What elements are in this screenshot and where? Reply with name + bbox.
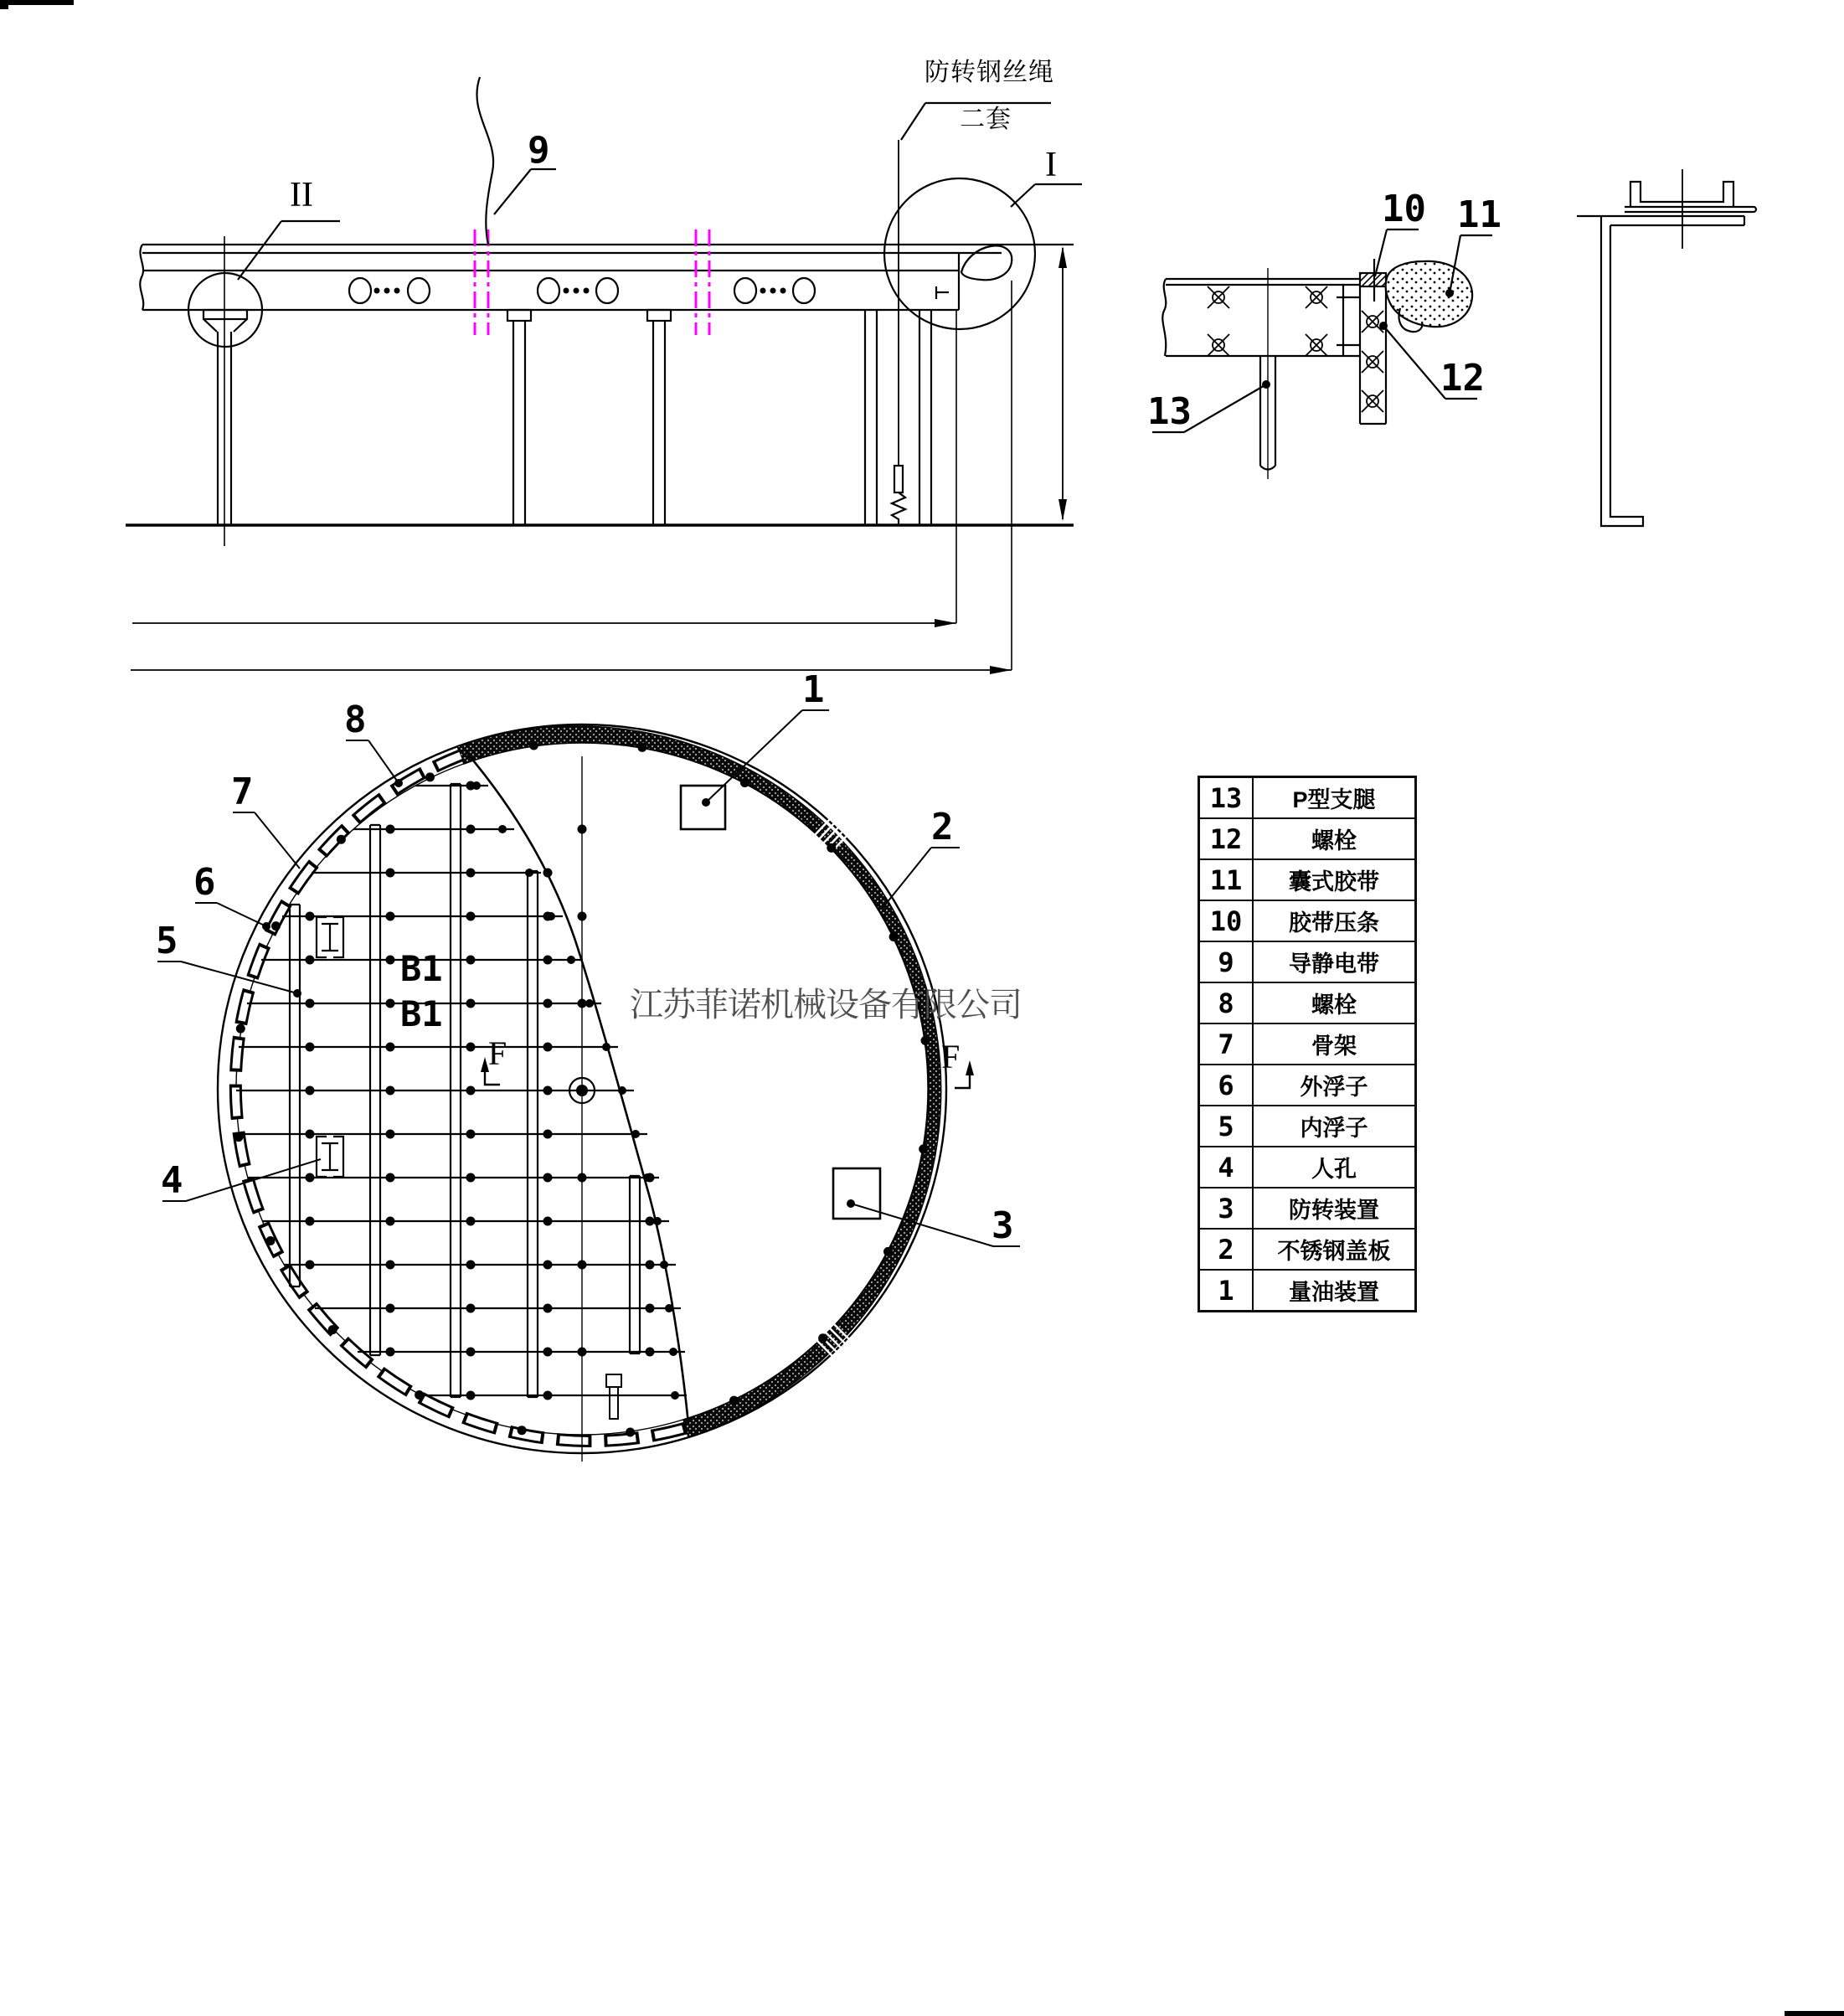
rivet-dot <box>889 932 899 941</box>
rivet-dot <box>637 743 646 752</box>
rivet-dot <box>236 1024 245 1034</box>
rivet-dot <box>466 1391 476 1400</box>
rivet-dot <box>466 1130 476 1139</box>
rope-note-line2: 二套 <box>960 106 1012 133</box>
rivet-dot <box>585 999 594 1008</box>
part-name: 螺栓 <box>1311 993 1357 1018</box>
rivet-dot <box>543 1130 553 1139</box>
callout-10: 10 <box>1382 188 1426 230</box>
rivet-dot <box>386 869 395 878</box>
table-row <box>1200 778 1414 817</box>
rivet-dot <box>306 1130 315 1139</box>
rivet-dot <box>518 1426 527 1435</box>
band-splice-ticks <box>815 819 849 1356</box>
section-letter-f-left: F <box>488 1034 507 1072</box>
callout-5: 5 <box>156 920 178 962</box>
rivet-dot <box>466 869 476 878</box>
section-f-marks <box>481 1057 974 1088</box>
bolt-symbols <box>1208 286 1383 412</box>
part-number: 7 <box>1200 1024 1254 1064</box>
panel-label-b1-lower: B1 <box>400 993 443 1034</box>
table-row <box>1200 1146 1414 1187</box>
section-letter-f-right: F <box>941 1038 961 1075</box>
rivet-dot <box>543 1043 553 1052</box>
part-number: 1 <box>1200 1271 1254 1310</box>
table-row <box>1200 1187 1414 1228</box>
callout-2: 2 <box>931 806 954 848</box>
rivet-dot <box>328 1325 337 1334</box>
rivet-dot <box>578 1173 587 1183</box>
table-row <box>1200 1105 1414 1146</box>
part-name: 导静电带 <box>1289 951 1379 977</box>
rivet-dot <box>386 1217 395 1226</box>
rivet-dot <box>466 825 476 834</box>
rivet-dot <box>646 1217 655 1226</box>
rivet-dot <box>466 1261 476 1270</box>
rivet-dot <box>466 999 476 1008</box>
rivet-dot <box>818 1333 827 1343</box>
rivet-dot <box>466 912 476 921</box>
rivet-dot <box>306 912 315 921</box>
part-number: 6 <box>1200 1065 1254 1105</box>
rivet-dot <box>466 1304 476 1313</box>
part-number: 12 <box>1200 819 1254 858</box>
callout-3: 3 <box>992 1204 1014 1247</box>
callout-6: 6 <box>193 861 216 904</box>
rivet-dot <box>643 1173 652 1182</box>
rivet-dot <box>386 1086 395 1096</box>
table-row <box>1200 982 1414 1023</box>
rivet-dot <box>415 1390 424 1400</box>
detail-ii-view <box>1577 169 1756 526</box>
rivet-dot <box>529 741 538 750</box>
rivet-dot <box>631 1130 640 1138</box>
cover-edge-band <box>457 726 941 1437</box>
rivet-dot <box>660 1261 668 1269</box>
part-name: 量油装置 <box>1289 1280 1379 1305</box>
callout-7: 7 <box>231 771 254 813</box>
anti-rotation-wire-rope <box>892 140 1012 670</box>
rivet-dot <box>234 1132 244 1142</box>
table-row <box>1200 858 1414 900</box>
support-legs <box>203 236 931 546</box>
part-name: 防转装置 <box>1289 1198 1379 1223</box>
detail-ref-i: I <box>1045 146 1057 184</box>
part-name: P型支腿 <box>1292 787 1376 812</box>
bottom-fitting <box>606 1374 621 1419</box>
callout-12: 12 <box>1440 357 1485 400</box>
elevation-view <box>126 77 1082 674</box>
rivet-dot <box>543 1086 553 1096</box>
callout-13: 13 <box>1147 390 1192 433</box>
rivet-dot <box>646 1261 655 1270</box>
rivet-dot <box>626 1428 635 1437</box>
rivet-dot <box>472 781 481 790</box>
part-name: 螺栓 <box>1311 828 1357 853</box>
rivet-dot <box>602 1043 610 1051</box>
rivet-dot <box>386 1261 395 1270</box>
part-name: 不锈钢盖板 <box>1277 1239 1391 1264</box>
rivet-dot <box>386 912 395 921</box>
rivet-dot <box>543 1217 553 1226</box>
rim-seal-section <box>961 245 1012 280</box>
part-number: 9 <box>1200 942 1254 982</box>
rivet-dot <box>543 869 553 878</box>
callout-8: 8 <box>344 699 367 741</box>
rivet-dot <box>646 1348 655 1357</box>
rivet-dot <box>578 999 587 1008</box>
table-row <box>1200 1023 1414 1064</box>
part-name: 内浮子 <box>1300 1116 1368 1141</box>
float-ovals <box>349 278 815 303</box>
rivet-dot <box>543 1304 553 1313</box>
rivet-dot <box>729 1396 739 1405</box>
part-number: 8 <box>1200 983 1254 1023</box>
rivet-dot <box>921 1036 930 1045</box>
rivet-dot <box>919 1144 928 1153</box>
rivet-dot <box>337 835 346 844</box>
rivet-dot <box>543 956 553 965</box>
rivet-dot <box>740 778 749 787</box>
rivet-dot <box>543 999 553 1008</box>
part-number: 5 <box>1200 1106 1254 1146</box>
rivet-dot <box>665 1304 673 1312</box>
rivet-dot <box>306 1217 315 1226</box>
rivet-dot <box>466 1086 476 1096</box>
rivet-dot <box>653 1217 662 1225</box>
callout-1: 1 <box>802 668 825 711</box>
rivet-dot <box>386 999 395 1008</box>
rivet-dot <box>578 1348 587 1357</box>
part-number: 4 <box>1200 1147 1254 1187</box>
part-name: 人孔 <box>1311 1157 1357 1182</box>
rivet-dot <box>386 956 395 965</box>
rivet-dot <box>386 1304 395 1313</box>
callout-4: 4 <box>161 1159 183 1202</box>
rivet-dot <box>646 1304 655 1313</box>
part-name: 骨架 <box>1311 1034 1357 1059</box>
part-number: 2 <box>1200 1230 1254 1269</box>
rivet-dot <box>425 772 435 781</box>
part-number: 10 <box>1200 901 1254 941</box>
rivet-dot <box>271 921 281 931</box>
part-number: 3 <box>1200 1188 1254 1228</box>
rivet-dot <box>498 825 507 833</box>
rivet-dot <box>386 1173 395 1183</box>
rivet-dot <box>306 1043 315 1052</box>
detail-ref-ii: II <box>290 176 313 214</box>
company-watermark: 江苏菲诺机械设备有限公司 <box>630 987 1022 1023</box>
rivet-dot <box>883 1247 893 1256</box>
rivet-dot <box>466 1173 476 1183</box>
plan-view <box>157 710 1020 1462</box>
table-row <box>1200 817 1414 858</box>
rivet-dot <box>543 1348 553 1357</box>
rivet-dot <box>386 1130 395 1139</box>
rivet-dot <box>543 1391 553 1400</box>
callout-9: 9 <box>528 129 550 172</box>
rivet-dot <box>466 1043 476 1052</box>
rivet-dot <box>306 956 315 965</box>
table-row <box>1200 1269 1414 1310</box>
part-name: 囊式胶带 <box>1289 869 1379 895</box>
callout-11: 11 <box>1457 193 1501 236</box>
table-row <box>1200 1064 1414 1105</box>
detail-i-leaders <box>1152 229 1492 432</box>
part-name: 外浮子 <box>1300 1075 1368 1100</box>
break-edge <box>1162 279 1166 356</box>
rivet-dot <box>543 1261 553 1270</box>
rivet-dot <box>265 1236 275 1245</box>
part-name: 胶带压条 <box>1289 910 1379 936</box>
rivet-dot <box>671 1391 679 1400</box>
rivet-dot <box>306 1086 315 1096</box>
rivet-dot <box>386 825 395 834</box>
rivet-dot <box>466 1217 476 1226</box>
rivet-dot <box>525 869 533 877</box>
table-row <box>1200 900 1414 941</box>
table-row <box>1200 1228 1414 1269</box>
rivet-dot <box>466 956 476 965</box>
rivet-dot <box>306 999 315 1008</box>
parts-table <box>1198 776 1417 1312</box>
rivet-dot <box>618 1086 626 1095</box>
rivet-dot <box>578 912 587 921</box>
rivet-dot <box>547 912 555 920</box>
rivet-dot <box>669 1348 677 1356</box>
rope-note-line1: 防转钢丝绳 <box>925 59 1054 86</box>
part-number: 13 <box>1200 778 1254 817</box>
rivet-dot <box>386 1348 395 1357</box>
rivet-dot <box>306 1173 315 1183</box>
part-number: 11 <box>1200 860 1254 900</box>
rivet-dot <box>466 1348 476 1357</box>
rivet-dot <box>567 956 575 964</box>
detail-i-view <box>1152 229 1492 479</box>
belt-clamp-strip <box>1360 273 1386 286</box>
rivet-dot <box>578 825 587 834</box>
panel-label-b1-upper: B1 <box>400 948 443 989</box>
table-row <box>1200 941 1414 982</box>
p-leg <box>1260 268 1275 479</box>
rivet-dot <box>827 843 836 853</box>
rivet-dot <box>306 1261 315 1270</box>
oil-gauge-square <box>681 786 725 829</box>
rivet-dot <box>543 1173 553 1183</box>
rivet-dot <box>578 1261 587 1270</box>
rivet-dot <box>386 1043 395 1052</box>
